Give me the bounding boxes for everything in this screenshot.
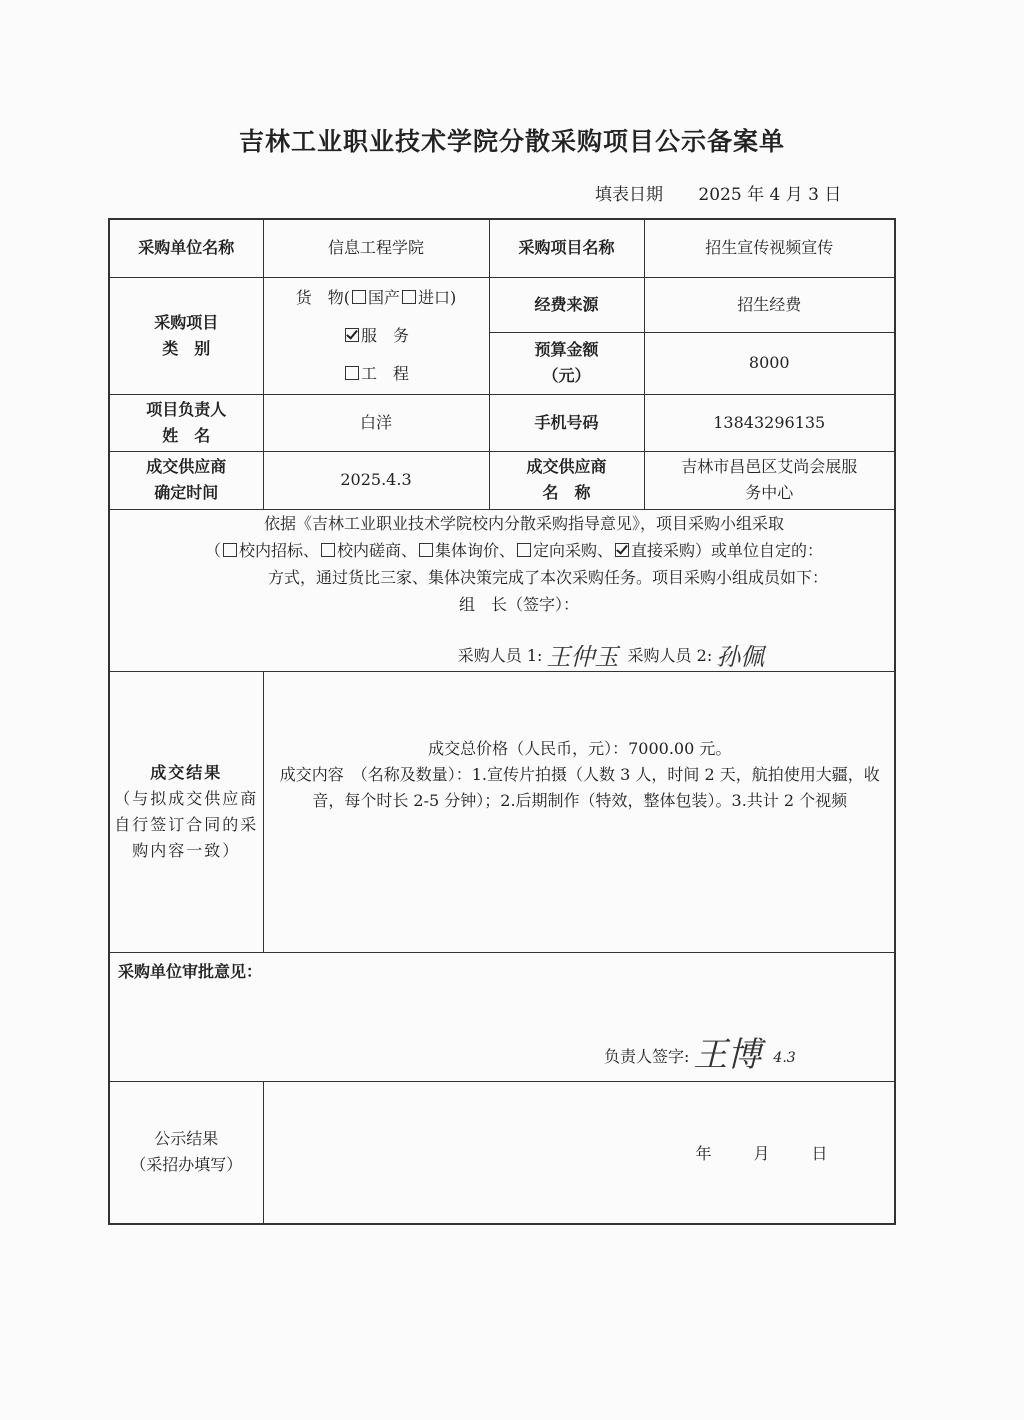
unit-value: 信息工程学院 xyxy=(263,219,489,277)
engineering-label: 工 程 xyxy=(360,363,409,383)
leader-value: 白洋 xyxy=(263,394,489,451)
fill-date-value: 2025 年 4 月 3 日 xyxy=(698,185,842,205)
category-label-line2: 类 别 xyxy=(162,338,211,358)
method-internal-bid: 校内招标、 xyxy=(238,540,319,560)
supplier-value-line2: 务中心 xyxy=(745,483,794,502)
row-time-supplier xyxy=(109,451,895,509)
goods-domestic: 国产 xyxy=(367,287,400,307)
row-leader-phone xyxy=(109,394,895,451)
engineering-checkbox[interactable] xyxy=(345,366,359,380)
approval-cell xyxy=(109,952,895,1081)
category-options xyxy=(263,277,489,394)
fill-date-label: 填表日期 xyxy=(595,185,663,205)
time-label-line1: 成交供应商 xyxy=(146,457,227,476)
goods-option xyxy=(264,279,489,317)
approval-sign-label: 负责人签字: xyxy=(604,1046,690,1066)
phone-label: 手机号码 xyxy=(489,394,644,451)
supplier-value xyxy=(644,451,895,509)
leader-label-line1: 项目负责人 xyxy=(146,399,227,419)
method-directed-checkbox[interactable] xyxy=(517,543,531,557)
time-label xyxy=(109,451,263,509)
method-negotiation: 校内磋商、 xyxy=(336,540,417,560)
buyer2-signature: 孙佩 xyxy=(716,642,765,671)
import-checkbox[interactable] xyxy=(402,290,416,304)
fill-date xyxy=(595,180,841,205)
domestic-checkbox[interactable] xyxy=(352,290,366,304)
method-inquiry-checkbox[interactable] xyxy=(419,543,433,557)
budget-label-line1: 预算金额 xyxy=(534,340,599,359)
result-detail: 成交内容 （名称及数量）：1.宣传片拍摄（人数 3 人，时间 2 天，航拍使用大疆，收音，每个时长 2-5 分钟）；2.后期制作（特效，整体包装）。3.共计 2 个视频 xyxy=(279,764,880,810)
budget-label xyxy=(489,332,644,394)
basis-line3: 方式，通过货比三家、集体决策完成了本次采购任务。项目采购小组成员如下： xyxy=(267,567,828,587)
supplier-label xyxy=(489,451,644,509)
publicity-label-line1: 公示结果 xyxy=(154,1129,219,1149)
basis-line4: 组 长（签字）： xyxy=(458,594,579,614)
buyer1-label: 采购人员 1: xyxy=(457,645,543,665)
publicity-month: 月 xyxy=(753,1143,770,1163)
method-direct-checkbox[interactable] xyxy=(615,543,629,557)
approval-sign xyxy=(604,1027,796,1076)
method-direct: 直接采购）或单位自定的： xyxy=(631,540,824,560)
category-label-line1: 采购项目 xyxy=(154,312,219,332)
category-label xyxy=(109,277,263,394)
result-price: 成交总价格（人民币，元）：7000.00 元。 xyxy=(428,738,732,758)
approval-sign-date: 4.3 xyxy=(773,1049,796,1066)
record-table xyxy=(108,218,896,1225)
leader-label-line2: 姓 名 xyxy=(162,425,211,445)
method-internal-bid-checkbox[interactable] xyxy=(223,543,237,557)
document-title: 吉林工业职业技术学院分散采购项目公示备案单 xyxy=(238,127,785,156)
phone-value: 13843296135 xyxy=(644,394,895,451)
row-approval xyxy=(109,952,895,1081)
publicity-day: 日 xyxy=(811,1143,828,1163)
fund-value: 招生经费 xyxy=(644,277,895,332)
service-checkbox[interactable] xyxy=(345,328,359,342)
basis-cell xyxy=(109,509,895,671)
methods-open: （ xyxy=(204,540,221,560)
budget-label-line2: （元） xyxy=(542,366,591,385)
publicity-label xyxy=(109,1081,263,1224)
basis-methods xyxy=(110,537,894,564)
row-unit-project xyxy=(109,219,895,277)
publicity-date xyxy=(263,1081,895,1224)
time-label-line2: 确定时间 xyxy=(154,483,219,502)
fund-label: 经费来源 xyxy=(489,277,644,332)
result-label xyxy=(109,671,263,952)
buyer1-signature: 王仲玉 xyxy=(546,642,619,671)
method-inquiry: 集体询价、 xyxy=(435,540,516,560)
row-basis xyxy=(109,509,895,671)
buyer2-label: 采购人员 2: xyxy=(627,645,713,665)
basis-line1: 依据《吉林工业职业技术学院校内分散采购指导意见》，项目采购小组采取 xyxy=(263,513,784,533)
result-label-note: （与拟成交供应商自行签订合同的采购内容一致） xyxy=(114,788,259,860)
goods-prefix: 货 物( xyxy=(295,287,350,307)
approval-label: 采购单位审批意见： xyxy=(118,961,263,981)
supplier-value-line1: 吉林市昌邑区艾尚会展服 xyxy=(681,457,858,476)
service-option xyxy=(264,317,489,355)
method-negotiation-checkbox[interactable] xyxy=(321,543,335,557)
leader-label xyxy=(109,394,263,451)
project-value: 招生宣传视频宣传 xyxy=(644,219,895,277)
time-value: 2025.4.3 xyxy=(263,451,489,509)
unit-label: 采购单位名称 xyxy=(109,219,263,277)
result-label-title: 成交结果 xyxy=(150,762,223,782)
row-category-fund xyxy=(109,277,895,332)
project-label: 采购项目名称 xyxy=(489,219,644,277)
service-label: 服 务 xyxy=(360,325,409,345)
supplier-label-line1: 成交供应商 xyxy=(526,457,607,476)
row-result xyxy=(109,671,895,952)
supplier-label-line2: 名 称 xyxy=(542,483,591,502)
buyers-line xyxy=(110,642,894,671)
publicity-label-line2: （采招办填写） xyxy=(130,1155,243,1175)
method-directed: 定向采购、 xyxy=(533,540,614,560)
result-content xyxy=(263,671,895,952)
goods-import: 进口) xyxy=(418,287,457,307)
budget-value: 8000 xyxy=(644,332,895,394)
publicity-year: 年 xyxy=(695,1143,712,1163)
engineering-option xyxy=(264,355,489,393)
approval-signature: 王博 xyxy=(693,1034,762,1075)
row-publicity xyxy=(109,1081,895,1224)
